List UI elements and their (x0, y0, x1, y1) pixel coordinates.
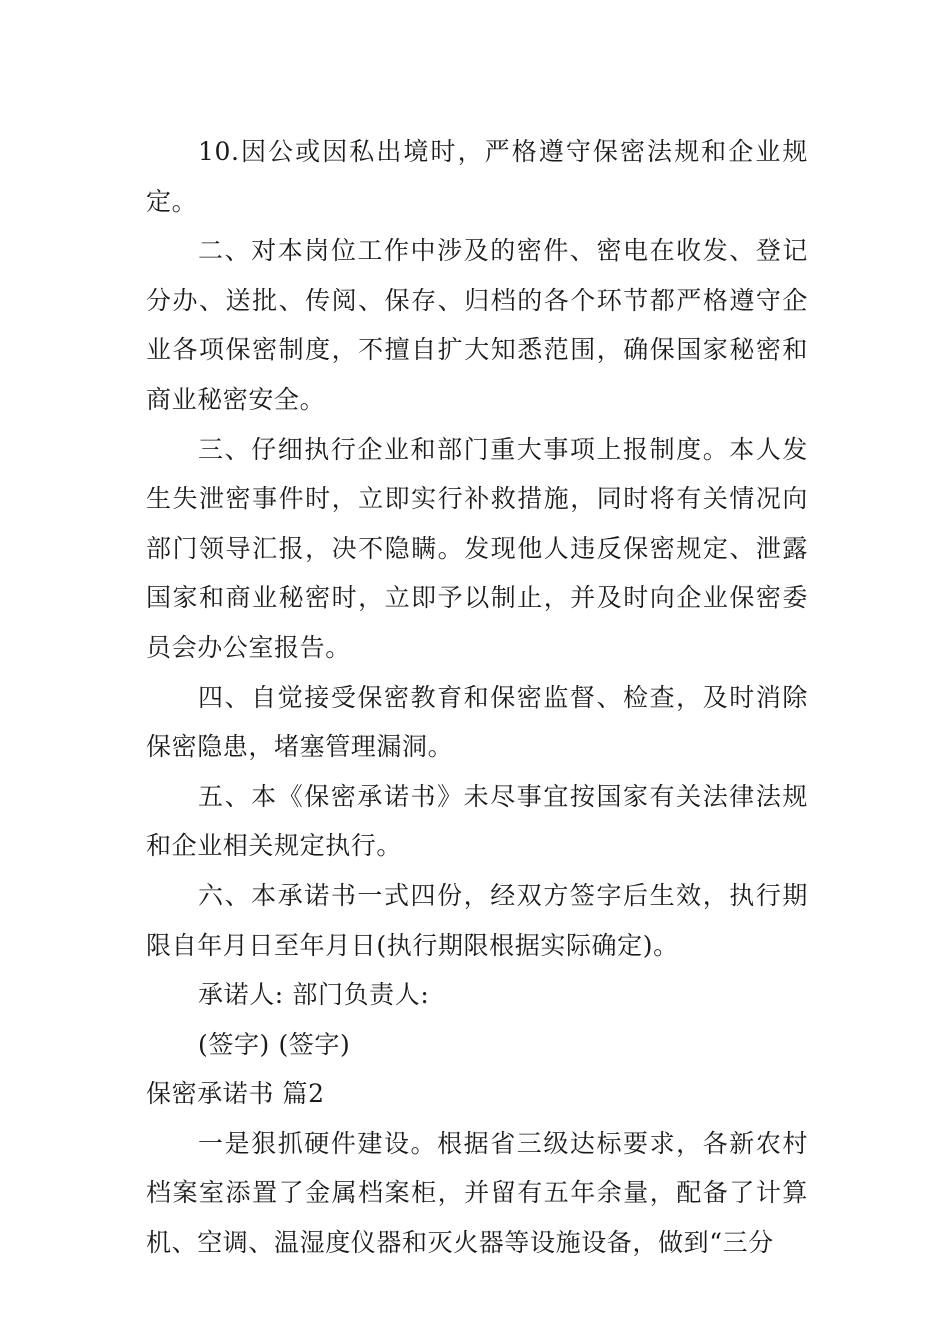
paragraph-section-2: 二、对本岗位工作中涉及的密件、密电在收发、登记分办、送批、传阅、保存、归档的各个环节都严格遵守企业各项保密制度，不擅自扩大知悉范围，确保国家秘密和商业秘密安全。 (146, 236, 808, 414)
signature-placeholders: (签字) (签字) (198, 1029, 351, 1059)
signature-labels: 承诺人: 部门负责人: (198, 980, 430, 1010)
paragraph-section-5: 五、本《保密承诺书》未尽事宜按国家有关法律法规和企业相关规定执行。 (146, 781, 808, 861)
paragraph-section-6: 六、本承诺书一式四份，经双方签字后生效，执行期限自年月日至年月日(执行期限根据实际确定)。 (146, 880, 808, 960)
document-body (146, 127, 808, 1268)
section-heading: 保密承诺书 篇2 (146, 1079, 325, 1109)
paragraph-section-4: 四、自觉接受保密教育和保密监督、检查，及时消除保密隐患，堵塞管理漏洞。 (146, 682, 808, 762)
paragraph-hardware: 一是狠抓硬件建设。根据省三级达标要求，各新农村档案室添置了金属档案柜，并留有五年余量，配备了计算机、空调、温湿度仪器和灭火器等设施设备，做到“三分 (146, 1128, 808, 1258)
paragraph-section-3: 三、仔细执行企业和部门重大事项上报制度。本人发生失泄密事件时，立即实行补救措施，同时将有关情况向部门领导汇报，决不隐瞒。发现他人违反保密规定、泄露国家和商业秘密时，立即予以制止，并及时向企业保密委员会办公室报告。 (146, 434, 808, 662)
paragraph-item-10: 10.因公或因私出境时，严格遵守保密法规和企业规定。 (146, 137, 808, 216)
